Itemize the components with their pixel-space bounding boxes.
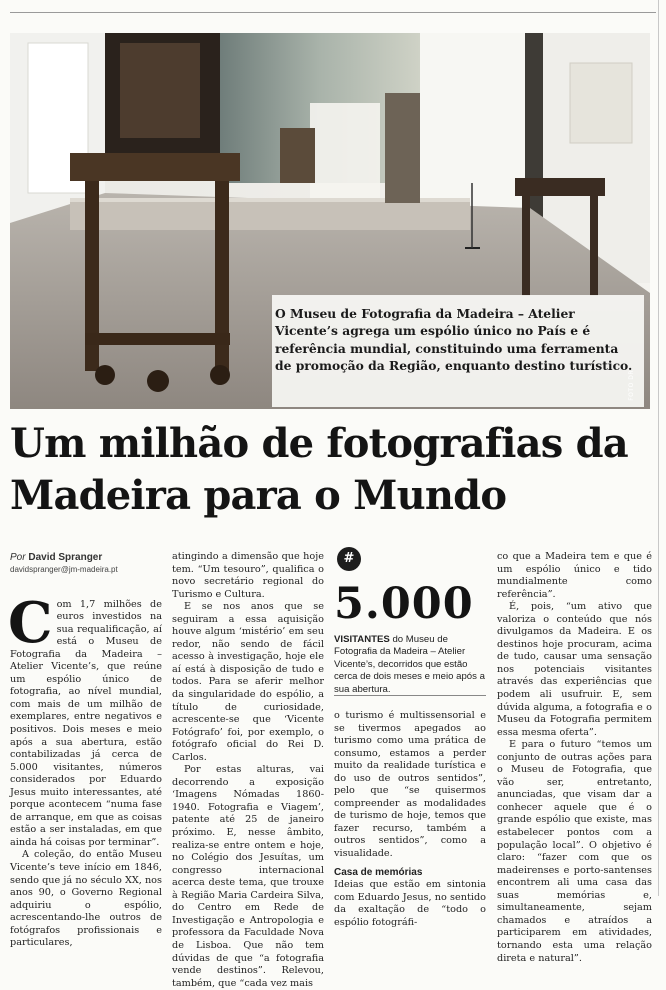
paragraph: Por estas alturas, vai decorrendo a exposição ‘Imagens Nómadas 1860-1940. Fotografia e Viagem’, patente até 25 de janeiro próximo. E, nesse âmbito, realiza-se entre ontem e hoje, no Colégio dos Jesuítas, um congresso internacional acerca deste tema, que trouxe à Região Maria Cardeira Silva, do Centro em Rede de Investigação e Antropologia e professora da Faculdade Nova de Lisboa. Que não tem dúvidas de que “a fotografia vende destinos”. Relevou, também, que “cada vez mais <box>172 764 324 989</box>
page-edge-rule <box>658 0 659 896</box>
drop-cap: C <box>8 589 53 656</box>
paragraph: E se nos anos que se seguiram a essa aquisição houve algum ‘mistério’ em seu redor, não sendo de fácil acesso à investigação, hoje ele aí está à disposição de tudo e todos. Para se aferir melhor da singularidade do espólio, a título de curiosidade, acrescente-se que ‘Vicente Fotógrafo’ foi, por exemplo, o fotógrafo oficial do Rei D. Carlos. <box>172 601 324 763</box>
byline <box>10 551 162 564</box>
byline-prefix: Por <box>10 552 26 563</box>
headline: Um milhão de fotografias da Madeira para o Mundo <box>10 420 628 519</box>
paragraph: co que a Madeira tem e que é um espólio único e tido mundialmente como referência”. <box>497 551 652 600</box>
paragraph: A coleção, do então Museu Vicente’s teve início em 1846, sendo que já no século XX, nos anos 90, o Governo Regional adquiriu o espólio, acrescentando-lhe outros de fotógrafos profissionais e particulares, <box>10 849 162 949</box>
section-subhead: Casa de memórias <box>334 866 423 878</box>
paragraph: o turismo é multissensorial e se tivermos apegados ao turismo como uma prática de consumo, estamos a perder muito da realidade turística e do uso de outros sentidos”, pelo que “se quisermos compreender as modalidades de turismo de hoje, temos que fazer recurso, também a outros sentidos”, como a visualidade. <box>334 710 486 860</box>
paragraph: E para o futuro “temos um conjunto de outras ações para o Museu de Fotografia, que vão ser, entretanto, anunciadas, que visam dar a conhecer aquele que é o grande espólio que existe, mas estabelecer pontos com a população local”. O objetivo é claro: “fazer com que os madeirenses e porto-santenses encontrem ali uma casa das suas memórias e, simultaneamente, sejam chamados e atraídos a participarem em atividades, tornando esta uma relação direta e natural”. <box>497 739 652 964</box>
paragraph: É, pois, “um ativo que valoriza o conteúdo que nós divulgamos da Madeira. E os destinos hoje procuram, acima de tudo, causar uma sensação nos potenciais visitantes através das experiências que podem ali usufruir. E, sem dúvida alguma, a fotografia e o Museu da Fotografia permitem essa mesma oferta”. <box>497 601 652 738</box>
paragraph: atingindo a dimensão que hoje tem. “Um tesouro”, qualifica o novo secretário regional do Turismo e Cultura. <box>172 551 324 600</box>
fact-box-divider <box>334 695 486 696</box>
top-rule <box>10 12 656 13</box>
article-column-4 <box>497 551 652 965</box>
byline-author: David Spranger <box>28 552 103 563</box>
article-column-3 <box>334 710 486 929</box>
fact-box-label: VISITANTES <box>334 634 390 645</box>
author-email: davidspranger@jm-madeira.pt <box>10 565 118 574</box>
lead-paragraph-text: om 1,7 milhões de euros investidos na sua requalificação, aí está o Museu de Fotografia da Madeira – Atelier Vicente’s, que reúne um espólio único de fotografia, ao nível mundial, com mais de um milhão de exemplares, entre negativos e positivos. Dois meses e meio após a sua abertura, estão contabilizadas já cerca de 5.000 visitantes, números considerados por Eduardo Jesus muito interessantes, até porque acontecem “numa fase de arranque, em que as coisas estão a ser instaladas, em que ainda há coisas por terminar”. <box>10 598 162 848</box>
article-column-1 <box>10 551 162 950</box>
lead-paragraph <box>8 589 162 850</box>
visitor-count: 5.000 <box>334 579 474 629</box>
photo-credit: FOTO DR <box>628 370 635 401</box>
article-column-2 <box>172 551 324 990</box>
fact-box-description: do Museu de Fotografia da Madeira – Atelier Vicente’s, decorridos que estão cerca de dois meses e meio após a sua abertura. <box>334 634 485 695</box>
photo-caption: O Museu de Fotografia da Madeira – Atelier Vicente’s agrega um espólio único no País e é referência mundial, constituindo uma ferramenta de promoção da Região, enquanto destino turístico. <box>275 306 633 374</box>
hashtag-icon: # <box>337 547 361 571</box>
paragraph: Ideias que estão em sintonia com Eduardo Jesus, no sentido da exaltação de “todo o espólio fotográfi- <box>334 879 486 928</box>
fact-box-text <box>334 634 486 696</box>
